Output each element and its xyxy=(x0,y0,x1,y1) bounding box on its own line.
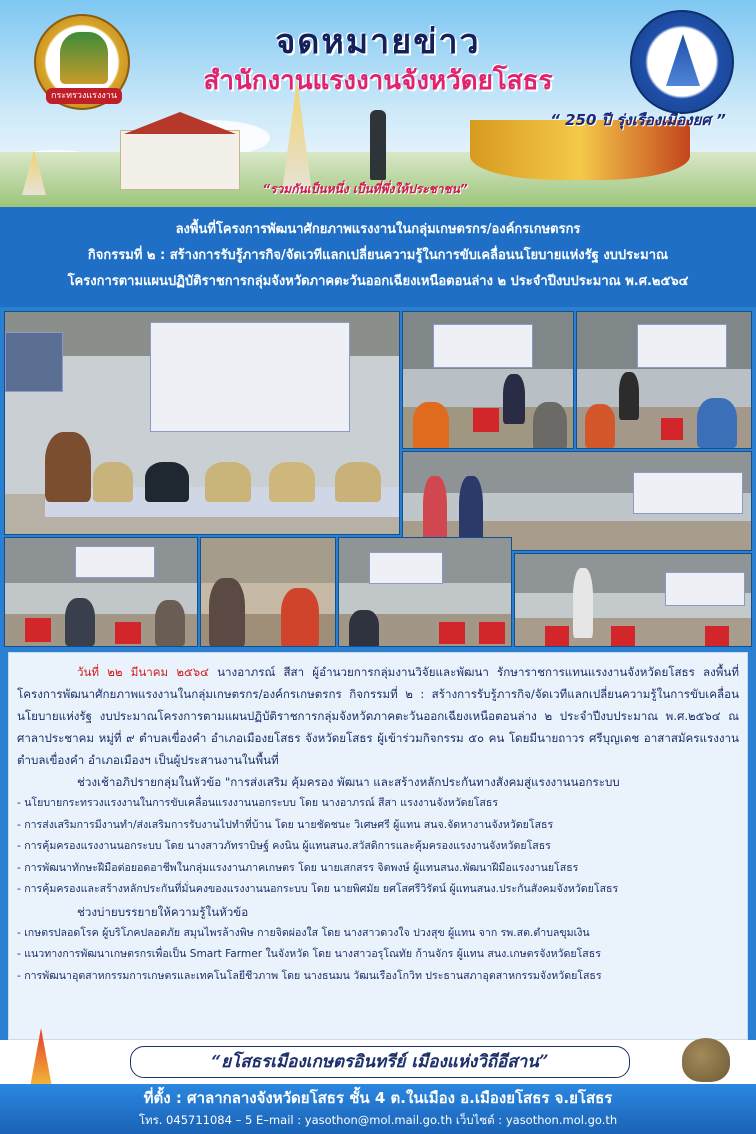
photo-collage xyxy=(0,307,756,649)
afternoon-item: - แนวทางการพัฒนาเกษตรกรเพื่อเป็น Smart Farmer ในจังหวัด โดย นางสาวอรุโณทัย ก้านจักร ผู้แทน สนง.เกษตรจังหวัดยโสธร xyxy=(17,948,601,960)
toad-statue-illustration xyxy=(676,1030,736,1084)
afternoon-item: - เกษตรปลอดโรค ผู้บริโภคปลอดภัย สมุนไพรล้างพิษ กายจิตผ่องใส โดย นางสาวดวงใจ ปวงสุข ผู้แทน จาก รพ.สต.ตำบลขุมเงิน xyxy=(17,926,590,939)
morning-session-heading: ช่วงเช้าอภิปรายกลุ่มในหัวข้อ "การส่งเสริม คุ้มครอง พัฒนา และสร้างหลักประกันทางสังคมสู่แรงงานนอกระบบ xyxy=(77,775,620,789)
office-slogan: “รวมกันเป็นหนึ่ง เป็นที่พึ่งให้ประชาชน” xyxy=(262,182,468,196)
statue-illustration xyxy=(370,110,386,180)
office-name: สำนักงานแรงงานจังหวัดยโสธร xyxy=(203,66,553,96)
newsletter-title: จดหมายข่าว xyxy=(275,22,481,62)
afternoon-item: - การพัฒนาอุตสาหกรรมการเกษตรและเทคโนโลยีชีวภาพ โดย นางธนมน วัฒนเรืองโกวิท ประธานสภาอุตสาหกรรมจังหวัดยโสธร xyxy=(17,969,602,982)
headline-line-2: กิจกรรมที่ ๒ : สร้างการรับรู้ภารกิจ/จัดเวทีแลกเปลี่ยนความรู้ในการขับเคลื่อนนโยบายแห่งรัฐ งบประมาณ xyxy=(87,248,669,263)
footer-slogan-bar xyxy=(0,1040,756,1084)
photo-officials-table xyxy=(4,311,400,535)
photo-participants-3 xyxy=(338,537,512,647)
anniversary-slogan: “ 250 ปี รุ่งเรืองเมืองยศ ” xyxy=(550,111,726,129)
photo-handover xyxy=(402,451,752,551)
morning-item: - การคุ้มครองแรงงานนอกระบบ โดย นางสาวภัทราบิษฐ์ คงนิน ผู้แทนสนง.สวัสดิการและคุ้มครองแรงงานจังหวัดยโสธร xyxy=(17,840,551,852)
photo-meeting-hall-1 xyxy=(402,311,574,449)
morning-item: - นโยบายกระทรวงแรงงานในการขับเคลื่อนแรงงานนอกระบบ โดย นางอาภรณ์ สีสา แรงงานจังหวัดยโสธร xyxy=(17,797,499,809)
newsletter-banner xyxy=(0,0,756,207)
contact-info: โทร. 045711084 – 5 E–mail : yasothon@mol.mail.go.th เว็บไซต์ : yasothon.mol.go.th xyxy=(138,1113,618,1127)
province-slogan: “ยโสธรเมืองเกษตรอินทรีย์ เมืองแห่งวิถีอีสาน” xyxy=(130,1046,630,1078)
intro-text: นางอาภรณ์ สีสา ผู้อำนวยการกลุ่มงานวิจัยและพัฒนา รักษาราชการแทนแรงงานจังหวัดยโสธร ลงพื้นที่โครงการพัฒนาศักยภาพแรงงานในกลุ่มเกษตรกร/องค์กรเกษตรกร กิจกรรมที่ ๒ : สร้างการรับรู้ภารกิจ/จัดเวทีแลกเปลี่ยนความรู้ในการขับเคลื่อนนโยบายแห่งรัฐ งบประมาณโครงการตามแผนปฏิบัติราชการกลุ่มจังหวัดภาคตะวันออกเฉียงเหนือตอนล่าง ๒ ประจำปีงบประมาณ พ.ศ.๒๕๖๔ ณ ศาลาประชาคม หมู่ที่ ๙ ตำบลเขื่องคำ อำเภอเมืองยโสธร จังหวัดยโสธร ผู้เข้าร่วมกิจกรรม ๕๐ คน โดยมีนายถาวร ศรีบุญเดช อาสาสมัครแรงงานตำบลเขื่องคำ อำเภอเมืองฯ เป็นผู้ประสานงานในพื้นที่ xyxy=(17,665,739,767)
ministry-of-labour-logo: กระทรวงแรงงาน xyxy=(34,14,130,110)
morning-item: - การพัฒนาทักษะฝีมือต่อยอดอาชีพในกลุ่มแรงงานภาคเกษตร โดย นายเสกสรร จิตพงษ์ ผู้แทนสนง.พัฒนาฝีมือแรงงานยโสธร xyxy=(17,861,579,874)
photo-participants-1 xyxy=(4,537,198,647)
morning-item: - การส่งเสริมการมีงานทำ/ส่งเสริมการรับงานไปทำที่บ้าน โดย นายชัดชนะ วิเศษศรี ผู้แทน สนจ.จัดหางานจังหวัดยโสธร xyxy=(17,818,554,831)
afternoon-session-heading: ช่วงบ่ายบรรยายให้ความรู้ในหัวข้อ xyxy=(77,904,249,919)
article-intro xyxy=(17,661,739,771)
photo-participants-2 xyxy=(200,537,336,647)
pagoda-illustration xyxy=(10,1028,70,1084)
morning-item: - การคุ้มครองและสร้างหลักประกันที่มั่นคงของแรงงานนอกระบบ โดย นายพิศมัย ยศโสศรีวิรัตน์ ผู้แทนสนง.ประกันสังคมจังหวัดยโสธร xyxy=(17,883,619,895)
contact-footer xyxy=(0,1084,756,1134)
event-date: วันที่ ๒๒ มีนาคม ๒๕๖๔ xyxy=(77,665,209,679)
photo-speaker xyxy=(514,553,752,647)
news-headline xyxy=(0,207,756,307)
office-address: ที่ตั้ง : ศาลากลางจังหวัดยโสธร ชั้น 4 ต.ในเมือง อ.เมืองยโสธร จ.ยโสธร xyxy=(143,1089,613,1107)
photo-meeting-hall-2 xyxy=(576,311,752,449)
headline-line-1: ลงพื้นที่โครงการพัฒนาศักยภาพแรงงานในกลุ่มเกษตรกร/องค์กรเกษตรกร xyxy=(175,222,581,237)
article-body xyxy=(8,652,748,1040)
headline-line-3: โครงการตามแผนปฏิบัติราชการกลุ่มจังหวัดภาคตะวันออกเฉียงเหนือตอนล่าง ๒ ประจำปีงบประมาณ พ.ศ.๒๕๖๔ xyxy=(67,274,689,289)
